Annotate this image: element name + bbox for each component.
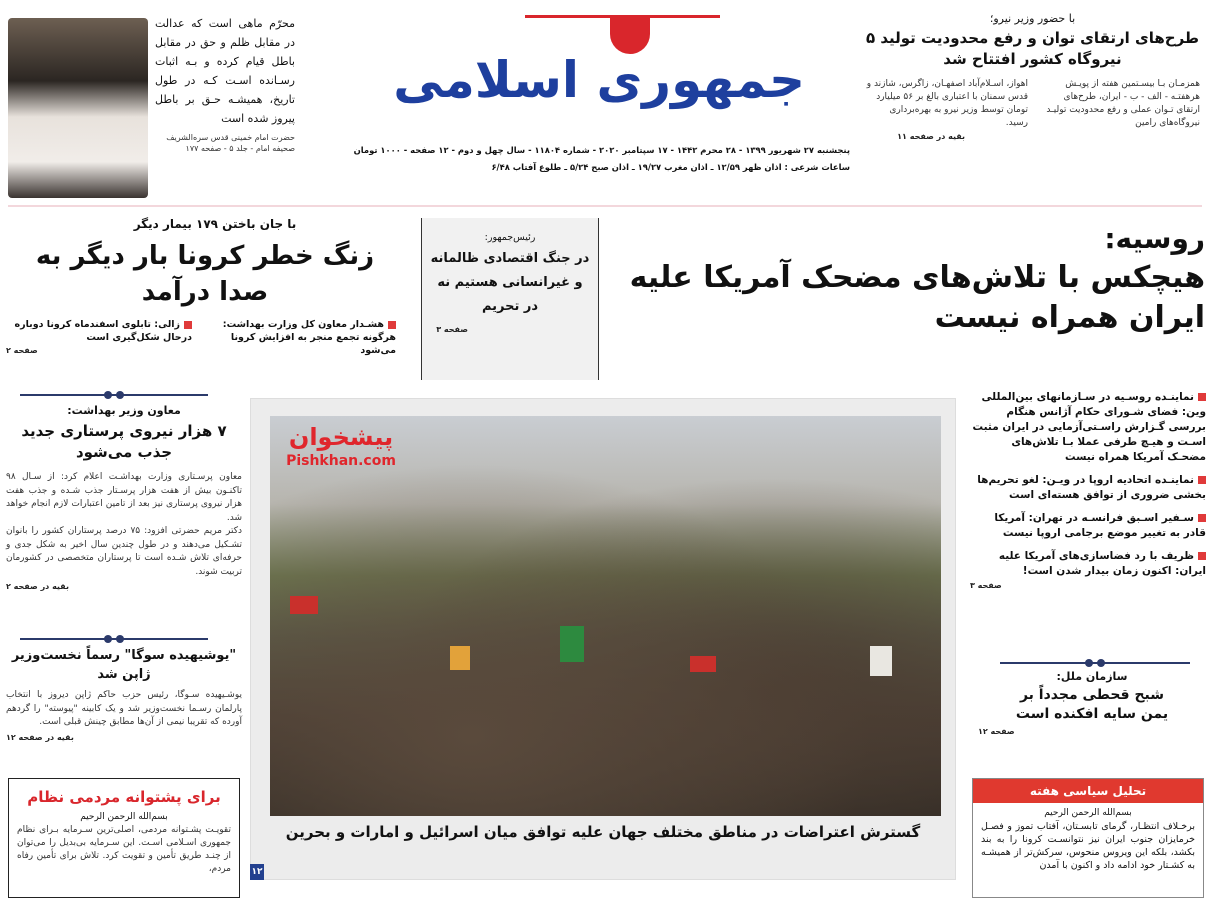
editorial-title[interactable]: برای پشتوانه مردمی نظام (27, 788, 221, 806)
photo-frame (250, 398, 956, 880)
main-headline[interactable]: هیچکس با تلاش‌های مضحک آمریکا علیه ایران همراه نیست (629, 260, 1205, 335)
main-bullet[interactable] (970, 390, 1206, 465)
bullet-text: سـفیر اسـبق فرانسـه در تهران: آمریکا قادر به تغییر موضع برجامی اروپا نیست (994, 512, 1206, 539)
corona-bullet-2 (2, 318, 192, 344)
analysis-body: برخـلاف انتظـار، گرمای تابسـتان، آفتاب تموز و فصـل خرمایزان جنوب ایران نیز نتوانسـت کرونا را به بند بکشد، بلکه این ویروس منحوس، سرکش‌تر از همیشـه به کشـتار خود ادامه داد و اکنون با آمدن (981, 821, 1195, 871)
quote-reference: صحیفه امام - جلد ۵ - صفحه ۱۷۷ (185, 144, 295, 153)
bullet-icon (1198, 552, 1206, 560)
continue-link[interactable]: بقیه در صفحه ۱۱ (897, 132, 965, 141)
basmala: بسم‌الله الرحمن الرحیم (80, 812, 168, 822)
bullet-icon (388, 321, 396, 329)
masthead-dateline (305, 144, 850, 174)
continue-link[interactable]: بقیه در صفحه ۱۲ (6, 732, 74, 742)
page-ref[interactable]: صفحه ۳ (970, 581, 1002, 590)
nurses-story (6, 404, 242, 591)
top-story-col1: همزمـان بـا بیسـتمین هفته از پویـش هرهفتـه - الف - ب - ایران، طرح‌های ارتقای تـوان عملی و رفع محدودیت تولیـد نیروگاه‌های رامین (1046, 79, 1200, 128)
analysis-box (972, 778, 1204, 898)
un-headline[interactable]: شبح قحطی مجدداً بر یمن سایه افکنده است (1015, 687, 1169, 722)
president-box (421, 218, 599, 380)
bullet-text: نماینـده روسـیه در سـازمانهای بین‌المللی وین: فضای شـورای حکام آژانس هنگام بررسی گـزارش راسـتی‌آزمایی در ایران مثبت اسـت و هیـچ طرفی عملا بـا تلاش‌های مضحـک آمریکا همراه نیست (972, 391, 1206, 463)
corona-story (0, 216, 410, 357)
suga-body: یوشـیهیده سـوگا، رئیس حزب حاکم ژاپن دیروز با انتخاب پارلمان رسـما نخست‌وزیر شد و یک کابینه "پیوسته" را گردهم آورده که تقریبا نیمی از آن‌ها مطابق چینش قبلی است. (6, 690, 242, 727)
main-bullet[interactable] (970, 549, 1206, 579)
page-badge: ۱۲ (250, 864, 264, 880)
imam-portrait (8, 18, 148, 198)
top-story-col2: اهواز، اسـلام‌آباد اصفهـان، زاگرس، شازند و قدس سمنان با اعتباری بالغ بر ۵۶ میلیارد تومان توسط وزیر نیرو به بهره‌برداری رسید. (866, 79, 1028, 128)
suga-headline[interactable]: "یوشیهیده سوگا" رسماً نخست‌وزیر ژاپن شد (11, 648, 237, 682)
main-bullet[interactable] (970, 511, 1206, 541)
photo-caption: گسترش اعتراضات در مناطق مختلف جهان علیه توافق میان اسرائیل و امارات و بحرین (285, 823, 921, 841)
un-kicker: سازمان ملل: (1056, 670, 1128, 683)
bullet-text: هشـدار معاون کل وزارت بهداشت: هرگونه تجمع منجر به افزایش کرونا می‌شود (222, 319, 396, 356)
top-story-kicker: با حضور وزیر نیرو؛ (989, 12, 1076, 25)
page-ref[interactable]: صفحه ۱۲ (978, 727, 1015, 736)
top-story (860, 12, 1205, 141)
main-story (608, 220, 1205, 338)
un-story (978, 670, 1206, 736)
divider (1000, 662, 1190, 664)
corona-kicker: با جان باختن ۱۷۹ بیمار دیگر (133, 217, 297, 231)
bullet-icon (1198, 393, 1206, 401)
nurses-kicker: معاون وزیر بهداشت: (67, 404, 181, 417)
logo-text: جمهوری اسلامی (393, 51, 805, 109)
bullet-text: ظریف با رد فضاسازی‌های آمریکا علیه ایران: اکنون زمان بیدار شدن است! (998, 550, 1206, 577)
nurses-body: دکتر مریم حضرتی افزود: ۷۵ درصد پرستاران کشور را بانوان تشـکیل می‌دهند و در طول چندین سال اخیر به شکل جدی و حرفه‌ای تلاش شـده است تا پرستاران متخصصی در کشورمان تربیت شوند. (6, 526, 242, 577)
divider (20, 394, 208, 396)
quote-text: محرّم ماهی است که عدالت در مقابل ظلم و حق در مقابل باطل قیام کرده و بـه اثبات رسـانده اسـت کـه در طول تاریخ، همیشـه حـق بر باطل پیروز شده است (155, 17, 295, 125)
bullet-icon (1198, 514, 1206, 522)
page-ref[interactable]: صفحه ۳ (436, 325, 468, 334)
masthead-divider (8, 205, 1202, 207)
page-ref[interactable]: صفحه ۲ (6, 346, 38, 355)
continue-link[interactable]: بقیه در صفحه ۲ (6, 582, 69, 591)
bullet-icon (1198, 476, 1206, 484)
president-kicker: رئیس‌جمهور: (484, 232, 536, 243)
bullet-text: زالی: تابلوی اسفندماه کرونا دوباره درحال شکل‌گیری است (14, 319, 192, 343)
suga-story (6, 646, 242, 742)
analysis-title[interactable]: تحلیل سیاسی هفته (973, 779, 1203, 803)
prayer-times: ساعات شرعی : اذان ظهر ۱۲/۵۹ ـ اذان مغرب ۱۹/۲۷ ـ اذان صبح ۵/۲۴ ـ طلوع آفتاب ۶/۴۸ (491, 162, 850, 172)
quote (155, 14, 295, 154)
president-headline[interactable]: در جنگ اقتصادی ظالمانه و غیرانسانی هستیم نه در تحریم (430, 251, 590, 314)
nurses-body: معاون پرسـتاری وزارت بهداشـت اعلام کرد: از سـال ۹۸ تاکنـون بیش از هفت هزار پرسـتار جذب شـده و جذب هفت هزار نیروی پرستاری نیز بعد از تامین اعتبارات لازم انجام خواهد شد. (6, 472, 242, 523)
watermark-en: Pishkhan.com (286, 453, 396, 469)
watermark (276, 422, 406, 470)
logo (393, 10, 805, 138)
bullet-icon (184, 321, 192, 329)
editorial-box (8, 778, 240, 898)
editorial-body: تقویـت پشـتوانه مردمی، اصلی‌ترین سـرمایه بـرای نظام جمهوری اسـلامی اسـت. این سـرمایه بی‌بدیل را می‌توان از چنـد طریق تأمین و تقویت کرد. تلاش برای تأمین رفاه مردم، (17, 825, 231, 874)
corona-bullet-1 (206, 318, 396, 357)
main-kicker: روسیه: (1104, 222, 1205, 255)
bullet-text: نماینـده اتحادیه اروپا در ویـن: لغو تحریم‌ها بخشی ضروری از توافق هسته‌ای است (977, 474, 1206, 501)
protest-photo (270, 416, 941, 816)
top-story-headline[interactable]: طرح‌های ارتقای توان و رفع محدودیت تولید ۵ نیروگاه کشور افتتاح شد (865, 29, 1200, 68)
nurses-headline[interactable]: ۷ هزار نیروی پرستاری جدید جذب می‌شود (21, 422, 227, 461)
basmala: بسم‌الله الرحمن الرحیم (1044, 808, 1132, 818)
corona-headline[interactable]: زنگ خطر کرونا بار دیگر به صدا درآمد (35, 241, 375, 307)
watermark-fa: پیشخوان (288, 423, 394, 451)
main-bullets (970, 390, 1206, 590)
divider (20, 638, 208, 640)
date-line: پنجشنبه ۲۷ شهریور ۱۳۹۹ - ۲۸ محرم ۱۴۴۲ - ۱۷ سپتامبر ۲۰۲۰ - شماره ۱۱۸۰۴ - سال چهل و دوم - ۱۲ صفحه - ۱۰۰۰ تومان (353, 145, 850, 155)
quote-source: حضرت امام خمینی قدس سره‌الشریف (166, 133, 295, 142)
main-bullet[interactable] (970, 473, 1206, 503)
